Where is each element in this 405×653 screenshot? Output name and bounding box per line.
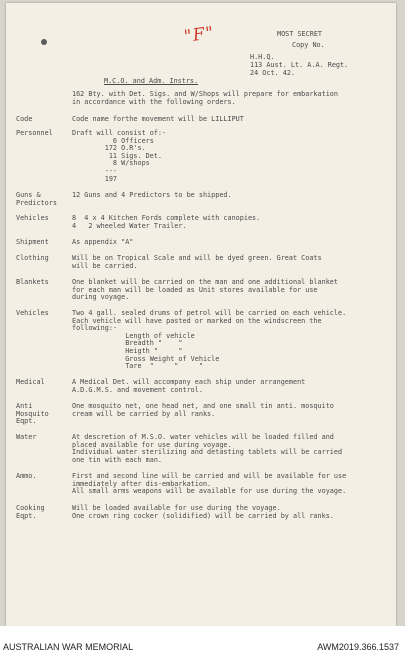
footer-credit: AUSTRALIAN WAR MEMORIAL: [3, 642, 134, 652]
section-label: Medical: [16, 378, 45, 386]
document-page: [6, 3, 396, 626]
section-text: One blanket will be carried on the man and one additional blanket for each man will be loaded as Unit stores available for use during voyage.: [72, 278, 338, 302]
section-label: Clothing: [16, 254, 49, 262]
date: 24 Oct. 42.: [250, 69, 296, 77]
section-text: First and second line will be carried and will be available for use immediately after dis-embarkation. All small arms weapons will be available for use during the voyage.: [72, 472, 347, 496]
section-text: 8 4 x 4 Kitchen Fords complete with canopies. 4 2 wheeled Water Trailer.: [72, 214, 261, 230]
document-title: M.C.O. and Adm. Instrs.: [104, 77, 199, 85]
footer-accession-number: AWM2019.366.1537: [317, 642, 399, 652]
section-label: Personnel: [16, 129, 53, 137]
section-text: Will be loaded available for use during the voyage. One crown ring cocker (solidified) will be carried by all ranks.: [72, 504, 334, 520]
section-text: 12 Guns and 4 Predictors to be shipped.: [72, 191, 232, 199]
section-text: At descretion of M.S.O. water vehicles will be loaded filled and placed available for use during voyage. Individual water sterilizing and detasting tablets will be carried one tin with each man.: [72, 433, 343, 464]
classification: MOST SECRET: [277, 30, 323, 38]
section-label: Anti Mosquito Eqpt.: [16, 402, 49, 426]
copy-number: Copy No.: [292, 41, 325, 49]
section-text: As appendix "A": [72, 238, 134, 246]
unit-hq: H.H.Q.: [250, 53, 275, 61]
section-label: Vehicles: [16, 309, 49, 317]
section-label: Vehicles: [16, 214, 49, 222]
section-label: Code: [16, 115, 33, 123]
section-text: Will be on Tropical Scale and will be dyed green. Great Coats will be carried.: [72, 254, 322, 270]
section-label: Blankets: [16, 278, 49, 286]
section-text: A Medical Det. will accompany each ship under arrangement A.D.G.M.S. and movement control.: [72, 378, 306, 394]
section-text: Draft will consist of:- 6 Officers 172 O.R's. 11 Sigs. Det. 8 W/shops --- 197: [72, 129, 167, 183]
section-label: Cooking Eqpt.: [16, 504, 45, 520]
section-text: One mosquito net, one head net, and one small tin anti. mosquito cream will be carried by all ranks.: [72, 402, 334, 418]
section-label: Shipment: [16, 238, 49, 246]
intro-text: 162 Bty. with Det. Sigs. and W/Shops will prepare for embarkation in accordance with the following orders.: [72, 90, 338, 106]
section-text: Code name forthe movement will be LILLIPUT: [72, 115, 244, 123]
section-text: Two 4 gall. sealed drums of petrol will be carried on each vehicle. Each vehicle will have pasted or marked on the windscreen the following:- Length of vehicle Breadth " " Heigth " " Gross Weight of Vehicle Tare " " ": [72, 309, 347, 371]
punch-hole: [41, 39, 47, 45]
regiment: 113 Aust. Lt. A.A. Regt.: [250, 61, 349, 69]
section-label: Guns & Predictors: [16, 191, 57, 207]
section-label: Ammo.: [16, 472, 37, 480]
section-label: Water: [16, 433, 37, 441]
handwritten-f-mark: "F": [182, 22, 216, 48]
